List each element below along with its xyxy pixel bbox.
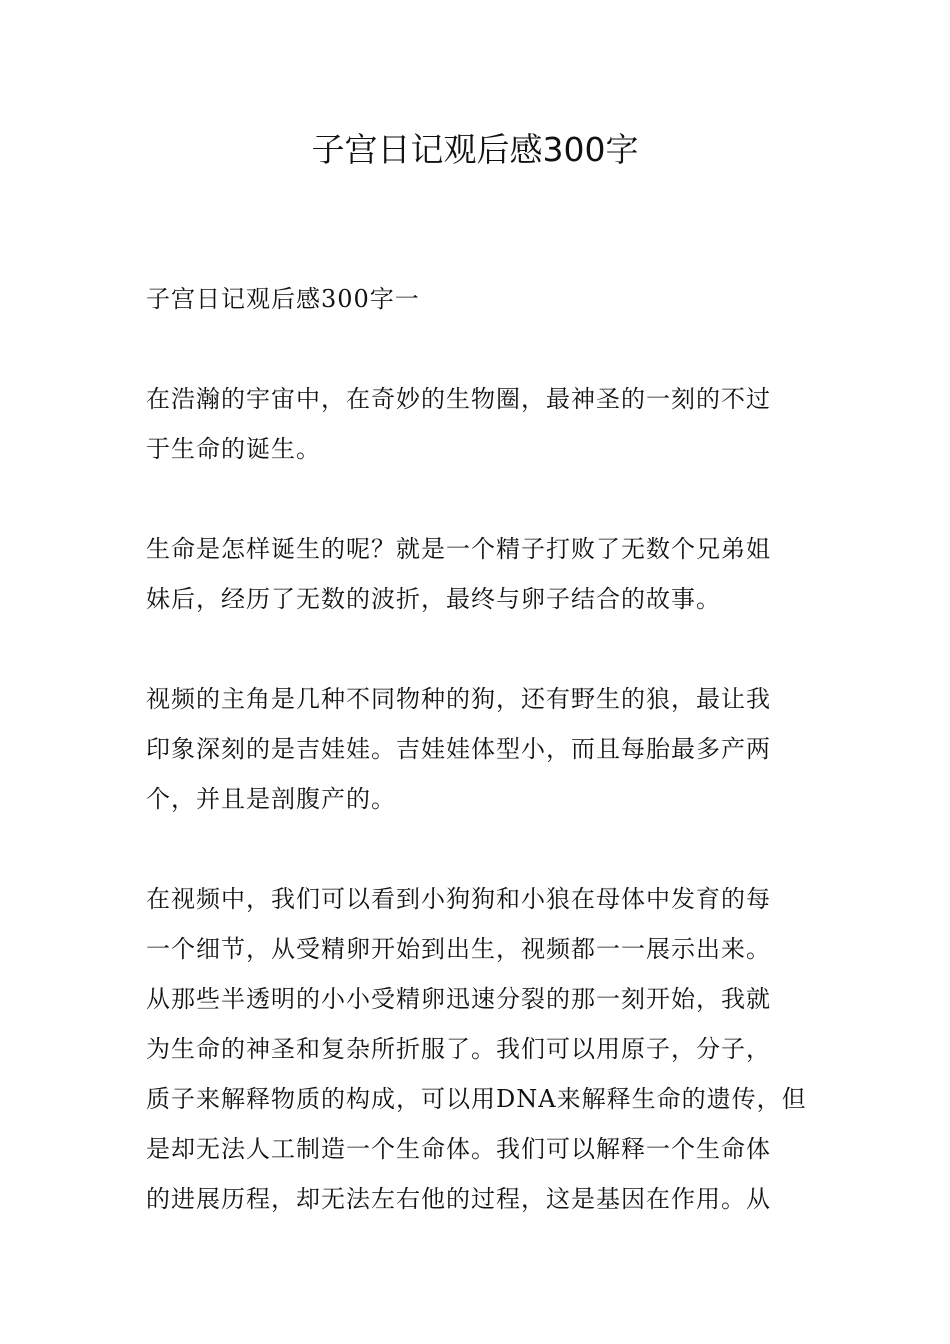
section-subheading (146, 274, 810, 324)
paragraph-line: 为生命的神圣和复杂所折服了。我们可以用原子，分子， (146, 1035, 771, 1063)
paragraph-line: 妹后，经历了无数的波折，最终与卵子结合的故事。 (146, 585, 721, 613)
paragraph-line: 的进展历程，却无法左右他的过程，这是基因在作用。从 (146, 1185, 771, 1213)
paragraph-line: 生命是怎样诞生的呢？就是一个精子打败了无数个兄弟姐 (146, 535, 771, 563)
document-title: 子宫日记观后感300字 (311, 130, 639, 169)
subheading-line: 子宫日记观后感300字一 (146, 285, 420, 313)
paragraph-4 (146, 874, 810, 1224)
paragraph-line: 一个细节，从受精卵开始到出生，视频都一一展示出来。 (146, 935, 771, 963)
paragraph-2 (146, 524, 810, 624)
paragraph-line: 从那些半透明的小小受精卵迅速分裂的那一刻开始，我就 (146, 985, 771, 1013)
paragraph-line: 印象深刻的是吉娃娃。吉娃娃体型小，而且每胎最多产两 (146, 735, 771, 763)
paragraph-line: 在浩瀚的宇宙中，在奇妙的生物圈，最神圣的一刻的不过 (146, 385, 771, 413)
paragraph-line: 质子来解释物质的构成，可以用DNA来解释生命的遗传，但 (146, 1085, 807, 1113)
paragraph-3 (146, 674, 810, 824)
paragraph-line: 于生命的诞生。 (146, 435, 321, 463)
paragraph-line: 在视频中，我们可以看到小狗狗和小狼在母体中发育的每 (146, 885, 771, 913)
paragraph-1 (146, 374, 810, 474)
paragraph-line: 个，并且是剖腹产的。 (146, 785, 396, 813)
paragraph-line: 是却无法人工制造一个生命体。我们可以解释一个生命体 (146, 1135, 771, 1163)
paragraph-line: 视频的主角是几种不同物种的狗，还有野生的狼，最让我 (146, 685, 771, 713)
